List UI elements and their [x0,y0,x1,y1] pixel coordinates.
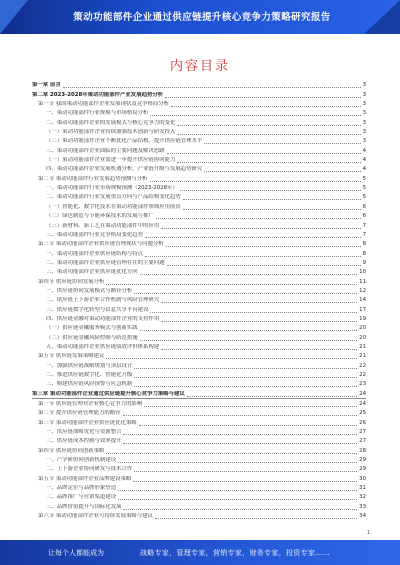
toc-entry-item[interactable] [32,230,366,239]
toc-entry-title: 一、策动功能部件企业供应链结构与特点 [46,250,144,257]
toc-entry-page: 5 [362,185,366,192]
toc-entry-title: 第一节 供应链管理对企业核心竞争力的影响 [38,401,143,408]
footer-banner [0,540,400,565]
toc-leader-dots [118,499,357,500]
toc-leader-dots [166,246,361,247]
toc-entry-title: 第二节 提升供应链管理能力的路径 [38,410,121,417]
toc-entry-item[interactable] [32,192,366,201]
toc-entry-page: 17 [359,306,366,313]
toc-heading: 内容目录 [169,59,230,74]
toc-entry-page: 22 [359,362,366,369]
report-header-banner [0,0,400,34]
toc-entry-title: 第三节 策动功能部件企业供应链优化策略 [38,419,137,426]
toc-entry-item[interactable] [32,155,366,164]
toc-entry-item[interactable] [32,286,366,295]
toc-leader-dots [106,453,357,454]
toc-leader-dots [161,321,357,322]
toc-entry-item[interactable] [32,436,366,445]
toc-entry-page: 24 [359,390,366,397]
toc-leader-dots [123,415,358,416]
toc-entry-page: 33 [359,503,366,510]
toc-entry-page: 14 [359,297,366,304]
toc-leader-dots [106,358,357,359]
toc-entry-title: 第五节 供应链发展策略建议 [38,353,105,360]
toc-entry-item[interactable] [32,164,366,173]
toc-leader-dots [204,143,360,144]
toc-leader-dots [150,181,361,182]
toc-leader-dots [134,368,357,369]
toc-leader-dots [139,425,357,426]
toc-entry-section[interactable] [32,173,366,182]
toc-entry-page: 29 [359,457,366,464]
toc-entry-page: 9 [362,259,366,266]
toc-entry-page: 7 [362,222,366,229]
page-number: 1 [366,530,370,536]
toc-leader-dots [145,256,361,257]
toc-entry-page: 26 [359,419,366,426]
footer-slogan-left: 让每个人都能成为 [48,549,104,557]
toc-leader-dots [171,106,360,107]
toc-entry-title: 二、供应链上下游企业合作机制与风险管理研究 [46,297,160,304]
toc-entry-page: 3 [362,119,366,126]
toc-entry-section[interactable] [32,99,366,108]
toc-entry-page: 27 [359,429,366,436]
toc-entry-item[interactable] [32,379,366,388]
toc-entry-page: 28 [359,447,366,454]
footer-slogan-right: 战略专家，管理专家，营销专家，财务专家，投资专家…… [140,549,330,557]
toc-entry-page: 6 [362,213,366,220]
toc-entry-section[interactable] [32,351,366,360]
toc-entry-item[interactable] [32,360,366,369]
toc-entry-item[interactable] [32,117,366,126]
toc-entry-title: 第六节 策动功能部件企业可持续发展策略与建议 [38,513,153,520]
toc-leader-dots [204,171,360,172]
toc-entry-page: 8 [362,241,366,248]
toc-entry-page: 3 [362,138,366,145]
banner-accent-left [0,0,28,34]
toc-entry-title: 一、加强供应链战略规划与顶层设计 [46,362,133,369]
toc-leader-dots [161,302,357,303]
toc-entry-section[interactable] [32,399,366,408]
toc-entry-title: 二、推进供应链数字化、智能化升级 [46,372,133,378]
toc-leader-dots [177,134,360,135]
toc-entry-page: 7 [362,231,366,238]
toc-leader-dots [156,218,361,219]
toc-leader-dots [123,509,357,510]
toc-entry-section[interactable] [32,417,366,426]
toc-entry-item[interactable] [32,258,366,267]
toc-entry-title: 一、供应链协同发展模式与路径分析 [46,287,133,294]
toc-entry-page: 6 [362,203,366,210]
toc-entry-page: 10 [359,269,366,276]
toc-leader-dots [63,87,361,88]
toc-leader-dots [187,396,357,397]
toc-leader-dots [155,518,357,519]
toc-leader-dots [183,209,361,210]
toc-entry-page: 5 [362,175,366,182]
toc-entry-section[interactable] [32,511,366,520]
toc-leader-dots [134,471,357,472]
toc-entry-page: 29 [359,466,366,473]
toc-leader-dots [167,153,361,154]
toc-leader-dots [134,293,357,294]
toc-entry-page: 3 [362,110,366,117]
toc-entry-page: 23 [359,381,366,388]
toc-entry-item[interactable] [32,183,366,192]
toc-entry-page: 21 [359,353,366,360]
toc-entry-section[interactable] [32,473,366,482]
toc-entry-item[interactable] [32,145,366,154]
toc-entry-title: 四、供应链金融对策动功能部件企业的支持作用 [46,315,160,322]
toc-entry-page: 3 [362,101,366,108]
toc-entry-title: （一）供应链金融服务模式与创新实践 [46,325,138,332]
toc-entry-section[interactable] [32,239,366,248]
toc-entry-title: 第三章 策动功能部件企业通过供应链提升核心竞争力策略与建议 [32,390,185,397]
toc-entry-page: 3 [362,91,366,98]
toc-entry-title: 第二节 策动功能部件行业发展趋势预测与分析 [38,175,148,182]
toc-entry-title: （二）策动功能部件企业不断优化产品结构，提升供应链管理水平 [46,138,203,145]
toc-entry-title: 一、产学研协同创新机制建设 [46,457,117,464]
toc-entry-page: 12 [359,287,366,294]
toc-entry-page: 25 [359,410,366,417]
toc-leader-dots [133,481,357,482]
toc-entry-title: （一）智能化、数字化技术在策动功能部件领域应用前景 [46,203,181,210]
toc-entry-title: （一）策动功能部件企业持续加强技术创新与研发投入 [46,129,176,136]
toc-entry-item[interactable] [32,267,366,276]
toc-entry-page: 11 [359,278,366,285]
toc-entry-page: 5 [362,194,366,201]
toc-leader-dots [183,199,361,200]
toc-entry-title: 一、策动功能部件行业市场规模预测（2023-2028年） [46,185,178,192]
toc-entry-item[interactable] [32,248,366,257]
toc-leader-dots [106,284,357,285]
toc-entry-page: 24 [359,401,366,408]
toc-entry-page: 4 [362,147,366,154]
toc-entry-title: 二、上下游企业协同研发与技术合作 [46,466,133,473]
toc-entry-chapter[interactable] [32,388,366,398]
toc-entry-item[interactable] [32,314,366,323]
toc-leader-dots [177,125,360,126]
toc-entry-page: 22 [359,372,366,378]
toc-entry-title: 三、品牌价值提升与国际化发展 [46,503,122,510]
toc-entry-title: 一、品牌定位与品牌形象塑造 [46,485,117,492]
toc-entry-page: 4 [362,166,366,173]
toc-entry-page: 19 [359,315,366,322]
toc-entry-title: 第五节 策动功能部件企业品牌建设策略 [38,475,132,482]
toc-entry-chapter[interactable] [32,89,366,98]
toc-entry-section[interactable] [32,276,366,285]
toc-leader-dots [118,462,357,463]
toc-leader-dots [140,330,357,331]
toc-entry-item[interactable] [32,464,366,473]
toc-entry-title: 二、品牌推广与营销渠道建设 [46,494,117,501]
toc-entry-item[interactable] [32,501,366,510]
toc-entry-title: 二、供应链成本控制与效率提升 [46,438,122,445]
toc-leader-dots [118,490,357,491]
toc-entry-item[interactable] [32,370,366,379]
toc-entry-title: （一）策动功能部件企业需进一步提升供应链协同能力 [46,157,176,164]
toc-entry-item[interactable] [32,323,366,332]
toc-entry-item[interactable] [32,492,366,501]
toc-leader-dots [180,190,361,191]
toc-entry-title: 一、策动功能部件行业规模与市场格局分析 [46,110,149,117]
toc-leader-dots [150,312,357,313]
toc-entry-page: 30 [359,475,366,482]
toc-leader-dots [140,340,357,341]
toc-entry-item[interactable] [32,201,366,210]
toc-entry-title: 二、策动功能部件企业供应链管理存在的主要问题 [46,259,165,266]
toc-leader-dots [144,406,357,407]
toc-leader-dots [177,162,360,163]
toc-entry-item[interactable] [32,211,366,220]
toc-entry-title: （三）新材料、新工艺在策动功能部件中的应用 [46,222,160,229]
toc-entry-item[interactable] [32,220,366,229]
toc-entry-page: 3 [362,82,366,89]
toc-entry-title: （二）绿色制造与节能环保技术的发展与推广 [46,213,154,220]
toc-entry-section[interactable] [32,445,366,454]
toc-entry-page: 32 [359,494,366,501]
toc-entry-page: 31 [359,485,366,492]
toc-entry-title: 三、策动功能部件行业竞争格局变化趋势 [46,231,144,238]
toc-entry-item[interactable] [32,304,366,313]
toc-leader-dots [161,349,357,350]
toc-entry-page: 34 [359,513,366,520]
toc-entry-section[interactable] [32,408,366,417]
toc-entry-item[interactable] [32,136,366,145]
toc-entry-page: 4 [362,157,366,164]
toc-leader-dots [134,386,357,387]
toc-entry-title: 三、构建供应链风险预警与应急机制 [46,381,133,388]
toc-entry-page: 8 [362,250,366,257]
toc-entry-chapter[interactable] [32,80,366,89]
toc-leader-dots [161,228,360,229]
toc-entry-title: 二、策动功能部件企业的发展模式与核心竞争力的变化 [46,119,176,126]
toc-entry-title: 二、策动功能部件行业发展重点方向与产品结构变化趋势 [46,194,181,201]
toc-leader-dots [134,377,357,378]
toc-leader-dots [150,115,360,116]
toc-entry-item[interactable] [32,127,366,136]
toc-entry-item[interactable] [32,427,366,436]
toc-leader-dots [167,265,361,266]
toc-leader-dots [165,97,360,98]
toc-entry-page: 21 [359,343,366,350]
report-title: 策动功能部件企业通过供应链提升核心竞争力策略研究报告 [73,12,331,23]
toc-leader-dots [140,274,357,275]
toc-entry-title: 三、策动功能部件企业供应链优化方向 [46,269,138,276]
toc-entry-title: 第一章 前言 [32,82,61,89]
toc-entry-title: 第一节 我国策动功能部件企业发展现状及竞争格局分析 [38,101,170,108]
toc-entry-title: 一、供应链战略优化与资源整合 [46,429,122,436]
toc-entry-item[interactable] [32,332,366,341]
toc-entry-item[interactable] [32,483,366,492]
toc-entry-page: 20 [359,334,366,341]
toc-entry-item[interactable] [32,342,366,351]
toc-entry-page: 27 [359,438,366,445]
toc-entry-item[interactable] [32,295,366,304]
toc-leader-dots [123,443,357,444]
table-of-contents [32,80,366,520]
toc-entry-title: 第三节 策动功能部件企业供应链管理现状与问题分析 [38,241,164,248]
toc-entry-title: 三、供应链数字化转型与信息共享平台建设 [46,306,149,313]
toc-leader-dots [145,237,361,238]
toc-entry-title: 第四节 供应链协同发展分析 [38,278,105,285]
toc-entry-page: 3 [362,129,366,136]
toc-entry-title: （二）供应链金融风险控制与防范措施 [46,334,138,341]
toc-entry-title: 第二章 2023-2028年策动功能部件产业发展趋势分析 [32,91,164,98]
toc-entry-title: 三、策动功能部件企业面临的主要问题及解决思路 [46,147,165,154]
toc-entry-title: 五、策动功能部件企业供应链绩效评价体系构建 [46,343,160,350]
toc-entry-title: 第四节 供应链协同创新策略 [38,447,105,454]
toc-entry-page: 20 [359,325,366,332]
toc-entry-item[interactable] [32,108,366,117]
toc-entry-item[interactable] [32,455,366,464]
toc-leader-dots [123,434,357,435]
toc-entry-title: 四、策动功能部件企业发展机遇分析，产业链升级与发展趋势研究 [46,166,203,173]
